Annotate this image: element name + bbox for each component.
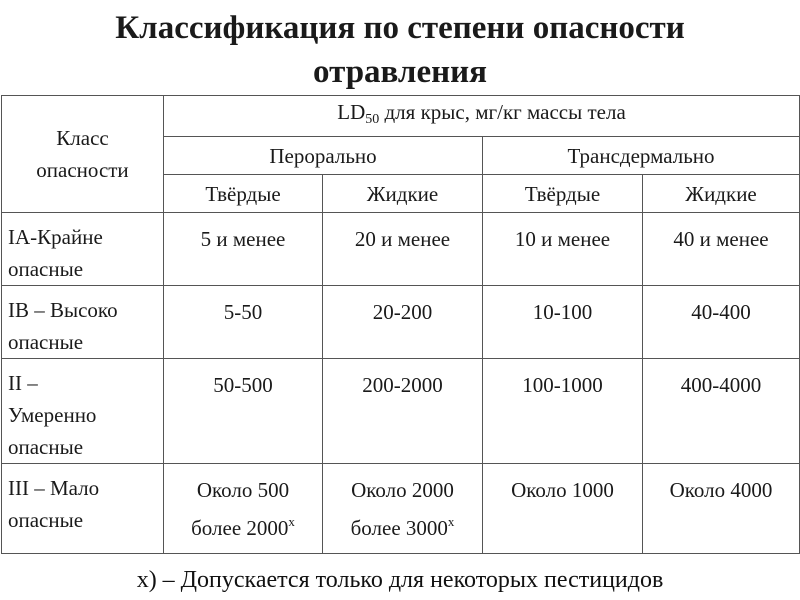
table-row <box>2 464 800 554</box>
dermal-solid-value: 100-1000 <box>483 359 643 464</box>
oral-liquid-line-2-text: более 3000 <box>350 516 448 540</box>
ld-suffix: для крыс, мг/кг массы тела <box>379 100 626 124</box>
dermal-liquid-value: 400-4000 <box>643 359 800 464</box>
oral-solid-value: 50-500 <box>164 359 323 464</box>
class-name-line-1: II – <box>8 371 38 395</box>
table-row <box>2 359 800 464</box>
header-row-ld50 <box>2 96 800 137</box>
oral-liquid-value: 200-2000 <box>323 359 483 464</box>
oral-header: Перорально <box>164 137 483 175</box>
oral-solid-line-2 <box>164 506 322 544</box>
dermal-solid-header: Твёрдые <box>483 175 643 213</box>
class-name-line-3: опасные <box>8 435 84 459</box>
class-column-header <box>2 96 164 213</box>
dermal-solid-value: Около 1000 <box>483 464 643 554</box>
dermal-liquid-value: 40 и менее <box>643 213 800 286</box>
oral-liquid-line-2 <box>323 506 482 544</box>
oral-liquid-line-1: Около 2000 <box>351 478 454 502</box>
ld-prefix: LD <box>337 100 366 124</box>
class-name-line-1: III – Мало <box>8 476 100 500</box>
class-name-line-2: Умеренно <box>8 403 97 427</box>
class-name-cell <box>2 213 164 286</box>
oral-solid-value: 5-50 <box>164 286 323 359</box>
title-line-2: отравления <box>313 54 487 90</box>
oral-liquid-value <box>323 464 483 554</box>
footnote: x) – Допускается только для некоторых пестицидов <box>136 567 664 593</box>
class-header-line-2: опасности <box>36 158 129 182</box>
oral-liquid-header: Жидкие <box>323 175 483 213</box>
table-row <box>2 213 800 286</box>
oral-liquid-value: 20 и менее <box>323 213 483 286</box>
oral-solid-value <box>164 464 323 554</box>
class-name-line-2: опасные <box>8 508 84 532</box>
title-line-1: Классификация по степени опасности <box>115 10 685 46</box>
dermal-liquid-value: 40-400 <box>643 286 800 359</box>
oral-solid-value: 5 и менее <box>164 213 323 286</box>
dermal-solid-value: 10 и менее <box>483 213 643 286</box>
toxicity-classification-table <box>1 95 800 554</box>
dermal-liquid-header: Жидкие <box>643 175 800 213</box>
ld50-header <box>164 96 800 137</box>
footnote-marker: x <box>447 514 455 529</box>
class-name-line-1: IA-Крайне <box>8 225 103 249</box>
ld-subscript: 50 <box>365 112 380 127</box>
table-row <box>2 286 800 359</box>
class-name-line-1: IB – Высоко <box>8 298 118 322</box>
class-name-line-2: опасные <box>8 257 84 281</box>
oral-liquid-value: 20-200 <box>323 286 483 359</box>
class-name-cell <box>2 359 164 464</box>
oral-solid-header: Твёрдые <box>164 175 323 213</box>
class-name-cell <box>2 286 164 359</box>
dermal-solid-value: 10-100 <box>483 286 643 359</box>
oral-solid-line-2-text: более 2000 <box>191 516 289 540</box>
page-title <box>0 6 800 94</box>
footnote-marker: x <box>288 514 295 529</box>
dermal-liquid-value: Около 4000 <box>643 464 800 554</box>
class-name-cell <box>2 464 164 554</box>
dermal-header: Трансдермально <box>483 137 800 175</box>
oral-solid-line-1: Около 500 <box>196 478 290 502</box>
class-header-line-1: Класс <box>56 126 109 150</box>
class-name-line-2: опасные <box>8 330 84 354</box>
